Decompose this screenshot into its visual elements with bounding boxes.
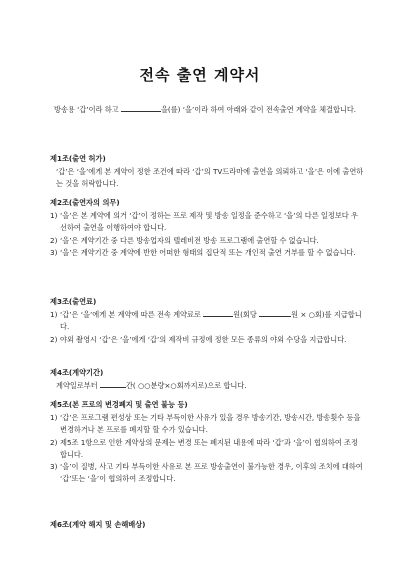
list-item — [50, 412, 364, 436]
item-text: ‘을’은 계약기간 중 계약에 반한 어떠한 형태의 집단적 또는 개인적 출연 거부를 할 수 없습니다. — [60, 247, 356, 257]
fee-text-part-3: 원 × ○회)를 지급합니다. — [60, 310, 362, 332]
term-text-part-2: 간( ○○분량×○회까지로)으로 합니다. — [125, 381, 247, 391]
article-1-body: ‘갑’은 ‘을’에게 본 계약이 정한 조건에 따라 ‘갑’의 TV드라마에 출연을 의뢰하고 ‘을’은 이에 출연하는 것을 허락합니다. — [56, 167, 364, 189]
item-number: 3) — [50, 247, 58, 257]
item-number: 2) — [50, 334, 58, 344]
item-number: 2) — [50, 235, 58, 245]
item-number: 3) — [50, 462, 58, 472]
list-item — [50, 235, 364, 247]
article-6-heading: 제6조(계약 해지 및 손해배상) — [50, 520, 146, 529]
fee-per-episode-blank — [259, 316, 291, 317]
article-2-heading: 제2조(출연자의 의무) — [50, 198, 120, 207]
item-text: ‘을’은 본 계약에 의거 ‘갑’이 정하는 프로 제작 및 방송 일정을 준수하고 ‘을’의 다른 일정보다 우선하여 출연을 이행하여야 합니다. — [60, 211, 358, 233]
item-text: ‘을’이 질병, 사고 기타 부득이한 사유로 본 프로 방송출연이 불가능한 경우, 이후의 조치에 대하여 ‘갑’또는 ‘을’이 협의하여 조정합니다. — [60, 462, 363, 484]
intro-paragraph — [48, 103, 364, 116]
item-number: 2) — [50, 437, 58, 447]
article-4 — [50, 367, 364, 392]
item-number: 1) — [50, 310, 58, 320]
list-item — [50, 461, 364, 485]
document-title: 전속 출연 계약서 — [139, 66, 261, 84]
list-item — [50, 309, 364, 333]
article-4-body — [56, 380, 364, 392]
intro-text-before: 방송용 ‘갑’이라 하고 — [54, 105, 121, 114]
list-item — [50, 210, 364, 234]
article-3-heading: 제3조(출연료) — [50, 297, 97, 306]
item-number: 1) — [50, 211, 58, 221]
list-item — [50, 247, 364, 259]
article-5 — [50, 399, 364, 485]
item-text: 야외 촬영시 ‘갑’은 ‘을’에게 ‘갑’의 제작비 규정에 정한 모든 종류의 야외 수당을 지급합니다. — [60, 334, 347, 344]
list-item — [50, 334, 364, 346]
term-text-part-1: 계약일로부터 — [56, 381, 100, 391]
article-5-heading: 제5조(본 프로의 변경폐지 및 출연 불능 등) — [50, 400, 188, 409]
fee-text-part-1: ‘갑’은 ‘을’에게 본 계약에 따른 전속 계약료로 — [60, 310, 204, 320]
article-3 — [50, 296, 364, 346]
article-6 — [50, 519, 364, 532]
term-blank — [100, 387, 126, 388]
fee-text-part-2: 원(회당 — [233, 310, 260, 320]
item-text: 제5조 1항으로 인한 계약상의 문제는 변경 또는 폐지된 내용에 따라 ‘갑’과 ‘을’이 협의하여 조정합니다. — [60, 437, 358, 459]
article-1-heading: 제1조(출연 허가) — [50, 154, 106, 163]
item-text — [60, 309, 364, 333]
item-text: ‘을’은 계약기간 중 다른 방송업자의 텔레비전 방송 프로그램에 출연할 수 없습니다. — [60, 235, 319, 245]
article-2 — [50, 197, 364, 259]
intro-text-after: 을(를) ‘을’이라 하여 아래와 같이 전속출연 계약을 체결합니다. — [160, 105, 357, 114]
item-text: ‘갑’은 프로그램 편성상 또는 기타 부득이한 사유가 있을 경우 방송기간, 방송시간, 방송횟수 등을 변경하거나 본 프로를 폐지할 할 수가 있습니다. — [60, 413, 361, 435]
party-name-blank — [121, 111, 161, 112]
item-number: 1) — [50, 413, 58, 423]
article-4-heading: 제4조(계약기간) — [50, 368, 104, 377]
fee-total-blank — [203, 316, 233, 317]
list-item — [50, 437, 364, 461]
article-1 — [50, 153, 364, 191]
